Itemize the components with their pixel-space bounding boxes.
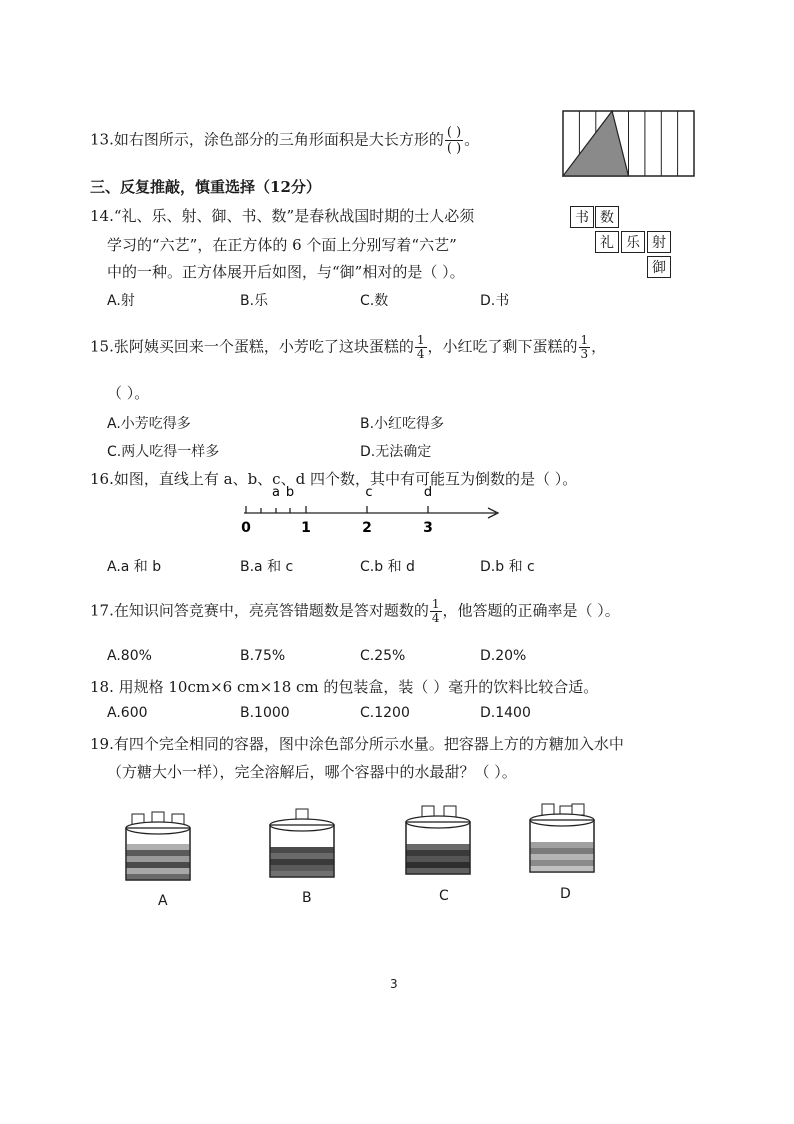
q15-fraction-2: $\frac{1}{3}$	[580, 333, 589, 361]
q16-option-d[interactable]: D.b 和 c	[480, 559, 535, 575]
container-c	[398, 802, 478, 882]
q14-option-b[interactable]: B.乐	[240, 293, 269, 309]
point-a: a	[272, 485, 280, 500]
q14-line3: 中的一种。正方体展开后如图，与“御”相对的是（ ）。	[107, 263, 465, 281]
q18-option-b[interactable]: B.1000	[240, 705, 290, 721]
q18-option-d[interactable]: D.1400	[480, 705, 531, 721]
q17-text: 17.在知识问答竞赛中，亮亮答错题数是答对题数的 $\frac{1}{4}$ ，他答题的正确率是（ ）。	[90, 597, 620, 625]
tick-2: 2	[362, 520, 372, 536]
section-3-title: 三、反复推敲，慎重选择（12分）	[90, 178, 321, 196]
q13-stem: 13.如右图所示，涂色部分的三角形面积是大长方形的	[90, 130, 444, 149]
q17-option-d[interactable]: D.20%	[480, 648, 527, 664]
q14-cube-net	[566, 203, 682, 283]
q13-blank-fraction[interactable]: $\frac{( )}{( )}$	[446, 125, 462, 156]
container-a	[118, 808, 198, 888]
q16-option-b[interactable]: B.a 和 c	[240, 559, 294, 575]
q16-text: 16.如图，直线上有 a、b、c、d 四个数，其中有可能互为倒数的是（ ）。	[90, 470, 578, 488]
tick-0: 0	[241, 520, 251, 536]
q13-rectangle-figure	[562, 110, 696, 178]
net-cell-yue: 乐	[621, 231, 645, 253]
q14-option-d[interactable]: D.书	[480, 293, 510, 309]
tick-1: 1	[301, 520, 311, 536]
q16-option-a[interactable]: A.a 和 b	[107, 559, 162, 575]
page-number: 3	[390, 977, 398, 991]
q17-fraction: $\frac{1}{4}$	[431, 597, 440, 625]
container-c-label: C	[439, 888, 449, 904]
q17-option-c[interactable]: C.25%	[360, 648, 406, 664]
q14-option-c[interactable]: C.数	[360, 293, 389, 309]
net-cell-li: 礼	[595, 231, 619, 253]
point-b: b	[285, 485, 295, 500]
q19-line1: 19.有四个完全相同的容器，图中涂色部分所示水量。把容器上方的方糖加入水中	[90, 735, 624, 753]
q15-option-c[interactable]: C.两人吃得一样多	[107, 444, 220, 460]
q17-option-b[interactable]: B.75%	[240, 648, 286, 664]
container-b	[262, 805, 342, 885]
q15-answer-blank[interactable]: （ ）。	[107, 384, 150, 402]
q16-number-line	[220, 482, 505, 540]
q16-option-c[interactable]: C.b 和 d	[360, 559, 415, 575]
q19-line2: （方糖大小一样），完全溶解后，哪个容器中的水最甜？（ ）。	[107, 763, 517, 781]
q14-option-a[interactable]: A.射	[107, 293, 135, 309]
q15-option-a[interactable]: A.小芳吃得多	[107, 416, 191, 432]
q15-text: 15.张阿姨买回来一个蛋糕，小芳吃了这块蛋糕的 $\frac{1}{4}$ ，小红吃了剩下蛋糕的 $\frac{1}{3}$ ，	[90, 333, 607, 361]
q17-option-a[interactable]: A.80%	[107, 648, 152, 664]
q15-fraction-1: $\frac{1}{4}$	[416, 333, 425, 361]
q18-option-c[interactable]: C.1200	[360, 705, 410, 721]
net-cell-yu: 御	[647, 256, 671, 278]
tick-3: 3	[423, 520, 433, 536]
container-d	[522, 800, 602, 880]
container-a-label: A	[158, 893, 168, 909]
q14-line2: 学习的“六艺”，在正方体的 6 个面上分别写着“六艺”	[107, 236, 457, 254]
point-c: c	[365, 485, 373, 500]
net-cell-shu2: 数	[595, 206, 619, 228]
q15-option-b[interactable]: B.小红吃得多	[360, 416, 445, 432]
net-cell-she: 射	[647, 231, 671, 253]
container-d-label: D	[560, 886, 571, 902]
container-b-label: B	[302, 890, 312, 906]
q18-option-a[interactable]: A.600	[107, 705, 148, 721]
q15-option-d[interactable]: D.无法确定	[360, 444, 432, 460]
q18-text: 18. 用规格 10cm×6 cm×18 cm 的包装盒，装（ ）毫升的饮料比较合适。	[90, 678, 599, 696]
q13-text: 13.如右图所示，涂色部分的三角形面积是大长方形的 $\frac{( )}{( )}$ 。	[90, 125, 480, 156]
net-cell-shu: 书	[570, 206, 594, 228]
q14-line1: 14.“礼、乐、射、御、书、数”是春秋战国时期的士人必须	[90, 207, 475, 225]
point-d: d	[423, 485, 433, 500]
